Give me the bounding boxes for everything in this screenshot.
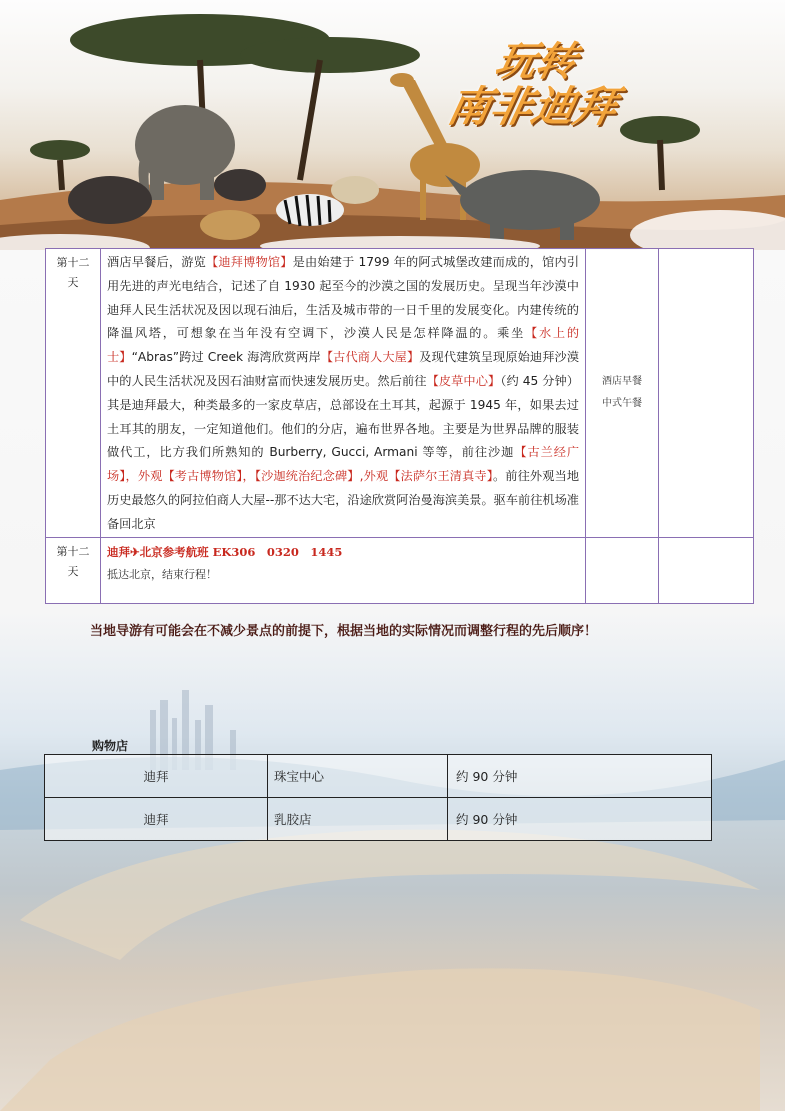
- shop-name: 珠宝中心: [268, 755, 448, 798]
- trip-end-text: 抵达北京，结束行程！: [107, 567, 217, 581]
- hotel-cell: [659, 249, 754, 538]
- desc-text: 及现代建筑呈现原始迪拜沙漠中的人民生活状况及因石油财富而快速发展历史。然后前往: [107, 350, 580, 388]
- itinerary-table: [45, 248, 754, 604]
- table-row: [45, 798, 712, 841]
- day-label-line2: 天: [67, 276, 79, 289]
- shopping-table: [44, 754, 712, 841]
- desc-text: 是由始建于 1799 年的阿式城堡改建而成的，馆内引用先进的声光电结合，记述了自 1930 起至今的沙漠之国的发展历史。呈现当年沙漠中迪拜人民生活状况及因以现石油后，生活及城市带的一日千里的发展变化。内建传统的降温风塔，可想象在当年没有空调下，沙漠人民是怎样降温的。乘坐: [107, 255, 580, 341]
- day-cell: [46, 249, 101, 538]
- meal-line1: 酒店早餐: [602, 375, 642, 387]
- shop-duration: 约 90 分钟: [448, 755, 712, 798]
- desc-highlight: 【古兰经广场】，外观【考古博物馆】，【沙迦统治纪念碑】,外观【法萨尔王清真寺】: [107, 445, 580, 484]
- day-label-line1: 第十二: [56, 256, 90, 269]
- banner-title-line2: 南非迪拜: [443, 82, 622, 131]
- day-label-line1: 第十二: [56, 544, 90, 558]
- desc-highlight: 【皮草中心】: [426, 373, 501, 388]
- header-banner: [0, 0, 785, 250]
- flight-info: 迪拜✈北京参考航班 EK306 0320 1445: [107, 544, 343, 559]
- desc-text: （约 45 分钟）其是迪拜最大，种类最多的一家皮草店，总部设在土耳其，起源于 1945 年，如果去过土耳其的朋友，一定知道他们。他们的分店，遍布世界各地。主要是为世界品牌的服装做代工，比方我们所熟知的 Burberry, Gucci, Armani 等等，前往沙迦: [107, 373, 580, 460]
- desc-text: 。前往外观当地历史最悠久的阿拉伯商人大屋--那不达大宅，沿途欣赏阿治曼海滨美景。驱车前往机场准备回北京: [107, 469, 580, 531]
- day-cell: [46, 537, 101, 603]
- table-row: [45, 755, 712, 798]
- meal-line2: 中式午餐: [602, 397, 642, 409]
- shopping-title: 购物店: [92, 739, 129, 753]
- shop-name: 乳胶店: [268, 798, 448, 841]
- day-label-line2: 天: [67, 564, 79, 578]
- desc-highlight: 【古代商人大屋】: [320, 350, 420, 365]
- meal-cell: [586, 537, 659, 603]
- zebra-icon: [276, 194, 344, 226]
- desc-highlight: 【迪拜博物馆】: [205, 255, 293, 269]
- lion-icon: [200, 210, 260, 240]
- itinerary-notice: 当地导游有可能会在不减少景点的前提下，根据当地的实际情况而调整行程的先后顺序！: [90, 624, 598, 639]
- shop-duration: 约 90 分钟: [448, 798, 712, 841]
- antelope-icon: [331, 176, 379, 204]
- shop-city: 迪拜: [45, 755, 268, 798]
- itinerary-description: [101, 537, 586, 603]
- shop-city: 迪拜: [45, 798, 268, 841]
- itinerary-row: [46, 537, 754, 603]
- meal-cell: [586, 249, 659, 538]
- safari-illustration: [0, 0, 785, 250]
- itinerary-description: [101, 249, 586, 538]
- dubai-scenery-illustration: [0, 660, 785, 1111]
- desc-text: “Abras”跨过 Creek 海湾欣赏两岸: [131, 350, 321, 365]
- desc-highlight: 【水上的士】: [107, 326, 580, 365]
- banner-title: [441, 40, 682, 140]
- itinerary-row: [46, 249, 754, 538]
- desc-text: 酒店早餐后，游览: [107, 255, 206, 269]
- hotel-cell: [659, 537, 754, 603]
- banner-title-line1: 玩转: [491, 39, 581, 85]
